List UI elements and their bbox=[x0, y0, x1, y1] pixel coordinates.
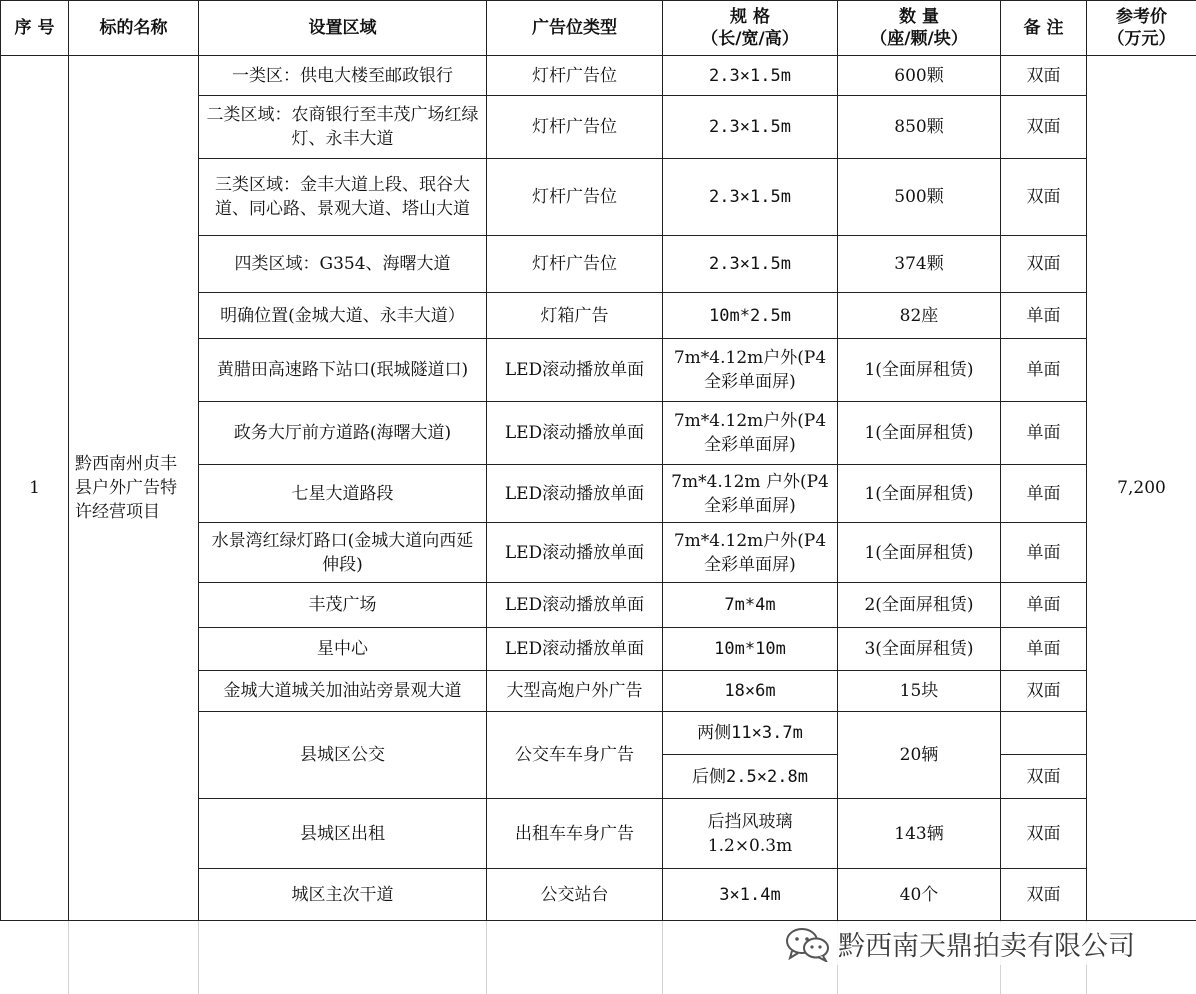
row-spec: 2.3×1.5m bbox=[663, 236, 838, 293]
item-price: 7,200 bbox=[1087, 56, 1196, 921]
row-area: 二类区域：农商银行至丰茂广场红绿灯、永丰大道 bbox=[199, 96, 487, 159]
row-spec: 7m*4.12m户外(P4全彩单面屏) bbox=[663, 523, 838, 583]
header-qty: 数 量 （座/颗/块） bbox=[838, 1, 1001, 56]
row-qty: 600颗 bbox=[838, 56, 1001, 96]
stop-type: 公交站台 bbox=[487, 869, 663, 921]
header-note: 备 注 bbox=[1001, 1, 1087, 56]
row-qty: 1(全面屏租赁) bbox=[838, 465, 1001, 523]
row-area: 七星大道路段 bbox=[199, 465, 487, 523]
row-spec: 18×6m bbox=[663, 671, 838, 712]
stop-spec: 3×1.4m bbox=[663, 869, 838, 921]
row-area: 丰茂广场 bbox=[199, 583, 487, 628]
header-price: 参考价 （万元） bbox=[1087, 1, 1196, 56]
row-spec: 10m*2.5m bbox=[663, 293, 838, 339]
header-type: 广告位类型 bbox=[487, 1, 663, 56]
row-area: 一类区：供电大楼至邮政银行 bbox=[199, 56, 487, 96]
row-note: 单面 bbox=[1001, 465, 1087, 523]
row-area: 四类区域：G354、海曙大道 bbox=[199, 236, 487, 293]
row-note: 单面 bbox=[1001, 339, 1087, 402]
row-spec: 7m*4.12m户外(P4全彩单面屏) bbox=[663, 402, 838, 465]
stop-qty: 40个 bbox=[838, 869, 1001, 921]
wechat-icon bbox=[784, 926, 832, 962]
row-qty: 500颗 bbox=[838, 159, 1001, 236]
taxi-type: 出租车车身广告 bbox=[487, 799, 663, 869]
grid-line bbox=[198, 921, 199, 994]
row-type: 灯杆广告位 bbox=[487, 96, 663, 159]
watermark bbox=[780, 922, 1139, 965]
item-name: 黔西南州贞丰县户外广告特许经营项目 bbox=[69, 56, 199, 921]
row-qty: 82座 bbox=[838, 293, 1001, 339]
item-seq: 1 bbox=[1, 56, 69, 921]
row-type: 灯杆广告位 bbox=[487, 236, 663, 293]
stop-area: 城区主次干道 bbox=[199, 869, 487, 921]
bus-area: 县城区公交 bbox=[199, 712, 487, 799]
row-qty: 374颗 bbox=[838, 236, 1001, 293]
row-spec: 7m*4.12m户外(P4全彩单面屏) bbox=[663, 339, 838, 402]
row-note: 双面 bbox=[1001, 56, 1087, 96]
header-name: 标的名称 bbox=[69, 1, 199, 56]
bus-spec-rear: 后侧2.5×2.8m bbox=[663, 755, 838, 799]
row-type: LED滚动播放单面 bbox=[487, 339, 663, 402]
bus-type: 公交车车身广告 bbox=[487, 712, 663, 799]
row-area: 水景湾红绿灯路口(金城大道向西延伸段) bbox=[199, 523, 487, 583]
row-type: LED滚动播放单面 bbox=[487, 465, 663, 523]
taxi-spec: 后挡风玻璃1.2×0.3m bbox=[663, 799, 838, 869]
row-qty: 1(全面屏租赁) bbox=[838, 339, 1001, 402]
row-spec: 2.3×1.5m bbox=[663, 56, 838, 96]
taxi-note: 双面 bbox=[1001, 799, 1087, 869]
row-spec: 2.3×1.5m bbox=[663, 159, 838, 236]
row-qty: 1(全面屏租赁) bbox=[838, 402, 1001, 465]
header-spec: 规 格 （长/宽/高） bbox=[663, 1, 838, 56]
row-note: 单面 bbox=[1001, 628, 1087, 671]
taxi-qty: 143辆 bbox=[838, 799, 1001, 869]
row-area: 政务大厅前方道路(海曙大道) bbox=[199, 402, 487, 465]
header-seq: 序 号 bbox=[1, 1, 69, 56]
bus-spec-sides: 两侧11×3.7m bbox=[663, 712, 838, 755]
row-type: LED滚动播放单面 bbox=[487, 583, 663, 628]
row-spec: 7m*4m bbox=[663, 583, 838, 628]
row-note: 单面 bbox=[1001, 293, 1087, 339]
row-qty: 3(全面屏租赁) bbox=[838, 628, 1001, 671]
row-note: 双面 bbox=[1001, 96, 1087, 159]
row-note: 双面 bbox=[1001, 671, 1087, 712]
header-row bbox=[1, 1, 1196, 56]
stop-note: 双面 bbox=[1001, 869, 1087, 921]
bus-note-sides bbox=[1001, 712, 1087, 755]
row-area: 金城大道城关加油站旁景观大道 bbox=[199, 671, 487, 712]
grid-line bbox=[662, 921, 663, 994]
row-type: 灯杆广告位 bbox=[487, 159, 663, 236]
row-type: 灯箱广告 bbox=[487, 293, 663, 339]
table-row bbox=[1, 56, 1196, 96]
row-qty: 15块 bbox=[838, 671, 1001, 712]
row-type: 大型高炮户外广告 bbox=[487, 671, 663, 712]
row-type: LED滚动播放单面 bbox=[487, 628, 663, 671]
taxi-area: 县城区出租 bbox=[199, 799, 487, 869]
grid-line bbox=[486, 921, 487, 994]
bus-qty: 20辆 bbox=[838, 712, 1001, 799]
grid-line bbox=[68, 921, 69, 994]
row-area: 明确位置(金城大道、永丰大道） bbox=[199, 293, 487, 339]
row-qty: 2(全面屏租赁) bbox=[838, 583, 1001, 628]
row-type: LED滚动播放单面 bbox=[487, 523, 663, 583]
row-note: 单面 bbox=[1001, 523, 1087, 583]
header-area: 设置区域 bbox=[199, 1, 487, 56]
row-area: 黄腊田高速路下站口(珉城隧道口) bbox=[199, 339, 487, 402]
watermark-text: 黔西南天鼎拍卖有限公司 bbox=[838, 931, 1135, 962]
row-note: 双面 bbox=[1001, 236, 1087, 293]
row-type: 灯杆广告位 bbox=[487, 56, 663, 96]
row-qty: 850颗 bbox=[838, 96, 1001, 159]
row-area: 星中心 bbox=[199, 628, 487, 671]
row-qty: 1(全面屏租赁) bbox=[838, 523, 1001, 583]
row-note: 双面 bbox=[1001, 159, 1087, 236]
row-note: 单面 bbox=[1001, 583, 1087, 628]
row-spec: 2.3×1.5m bbox=[663, 96, 838, 159]
row-spec: 7m*4.12m 户外(P4 全彩单面屏) bbox=[663, 465, 838, 523]
bus-note-rear: 双面 bbox=[1001, 755, 1087, 799]
row-type: LED滚动播放单面 bbox=[487, 402, 663, 465]
row-spec: 10m*10m bbox=[663, 628, 838, 671]
row-area: 三类区域：金丰大道上段、珉谷大道、同心路、景观大道、塔山大道 bbox=[199, 159, 487, 236]
row-note: 单面 bbox=[1001, 402, 1087, 465]
